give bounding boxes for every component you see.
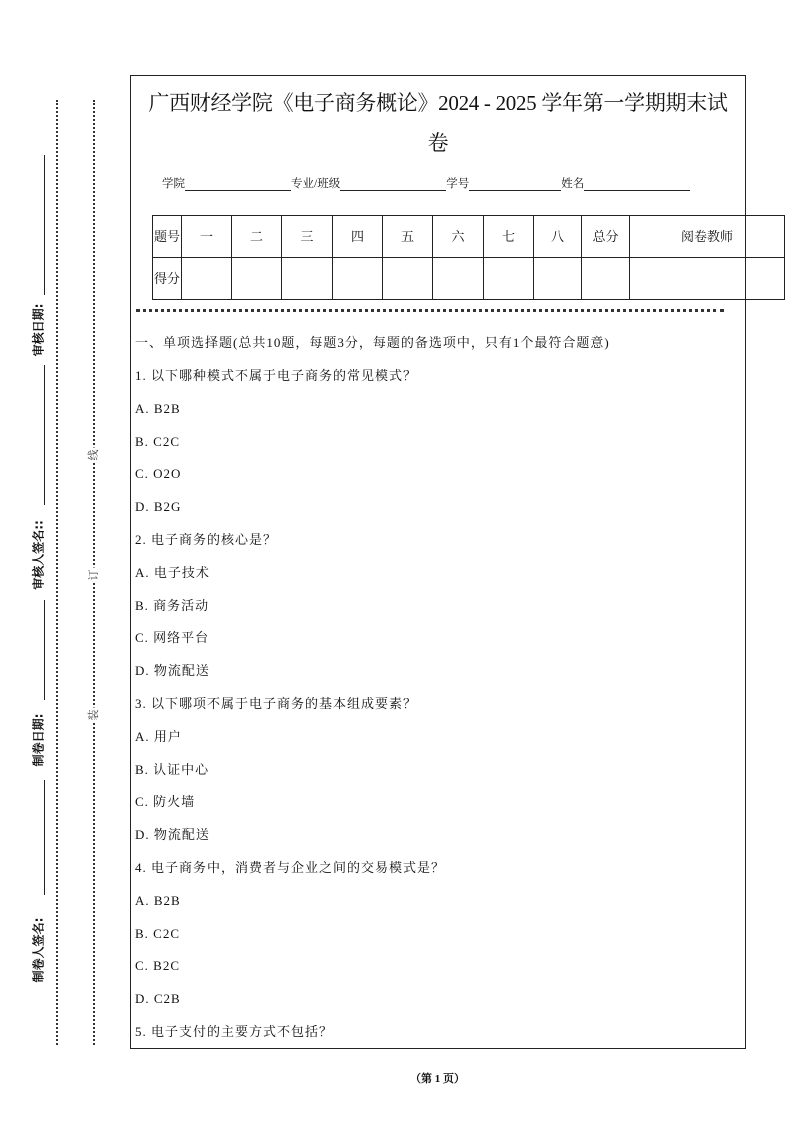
binding-mark-line: 线	[85, 448, 101, 463]
col-header: 三	[282, 216, 333, 258]
score-cell[interactable]	[282, 258, 333, 300]
binding-mark-zhuang: 装	[85, 708, 101, 723]
col-header: 总分	[582, 216, 630, 258]
col-header: 阅卷教师	[630, 216, 785, 258]
col-header: 八	[534, 216, 582, 258]
field-label: 学院	[162, 178, 185, 190]
answer-option: C. B2C	[135, 958, 181, 974]
maker-sign-line	[44, 780, 45, 895]
answer-option: C. O2O	[135, 466, 182, 482]
score-table	[152, 215, 785, 300]
reviewer-sign-label: 审核人签名::	[31, 520, 46, 590]
field-label: 姓名	[561, 178, 585, 190]
answer-option: A. B2B	[135, 400, 181, 416]
exam-title: 广西财经学院《电子商务概论》2024 - 2025 学年第一学期期末试	[148, 91, 728, 115]
separator-dotted	[136, 309, 724, 312]
student-info	[162, 175, 690, 191]
page-number: （第 1 页）	[410, 1073, 465, 1085]
answer-option: D. 物流配送	[135, 663, 210, 679]
row-label: 题号	[153, 216, 182, 258]
col-header: 二	[232, 216, 282, 258]
answer-option: A. 电子技术	[135, 564, 210, 580]
score-cell[interactable]	[433, 258, 484, 300]
question-text: 3. 以下哪项不属于电子商务的基本组成要素？	[135, 696, 418, 711]
college-field[interactable]	[185, 178, 291, 191]
score-cell[interactable]	[333, 258, 383, 300]
field-label: 学号	[446, 178, 470, 190]
question-text: 5. 电子支付的主要方式不包括？	[135, 1024, 334, 1039]
answer-option: D. B2G	[135, 499, 182, 515]
score-cell[interactable]	[484, 258, 534, 300]
answer-option: B. C2C	[135, 925, 181, 941]
exam-title-cont: 卷	[427, 131, 449, 155]
score-cell[interactable]	[582, 258, 630, 300]
answer-option: C. 防火墙	[135, 794, 196, 810]
score-cell[interactable]	[182, 258, 232, 300]
score-cell[interactable]	[383, 258, 433, 300]
row-label: 得分	[153, 258, 182, 300]
score-cell[interactable]	[232, 258, 282, 300]
col-header: 四	[333, 216, 383, 258]
answer-option: B. 商务活动	[135, 597, 210, 613]
review-date-line	[44, 155, 45, 295]
col-header: 六	[433, 216, 484, 258]
question-text: 2. 电子商务的核心是？	[135, 532, 278, 547]
answer-option: C. 网络平台	[135, 630, 210, 646]
score-cell[interactable]	[630, 258, 785, 300]
answer-option: D. 物流配送	[135, 827, 210, 843]
question-text: 4. 电子商务中，消费者与企业之间的交易模式是？	[135, 860, 446, 875]
make-date-label: 制卷日期:	[31, 713, 46, 767]
answer-option: B. 认证中心	[135, 761, 210, 777]
make-date-line	[44, 600, 45, 700]
binding-dotted-line	[56, 100, 58, 1045]
answer-option: D. C2B	[135, 991, 181, 1007]
binding-mark-ding: 订	[85, 568, 101, 583]
major-class-field[interactable]	[340, 178, 446, 191]
field-label: 专业/班级	[291, 178, 341, 190]
col-header: 一	[182, 216, 232, 258]
answer-option: A. 用户	[135, 728, 182, 744]
score-cell[interactable]	[534, 258, 582, 300]
student-id-field[interactable]	[469, 178, 561, 191]
col-header: 五	[383, 216, 433, 258]
reviewer-sign-line	[44, 365, 45, 505]
answer-option: B. C2C	[135, 433, 181, 449]
maker-sign-label: 制卷人签名:	[31, 917, 46, 983]
question-text: 1. 以下哪种模式不属于电子商务的常见模式？	[135, 368, 418, 383]
answer-option: A. B2B	[135, 892, 181, 908]
review-date-label: 审核日期:	[31, 303, 46, 357]
section-heading: 一、单项选择题(总共10题，每题3分，每题的备选项中，只有1个最符合题意)	[135, 335, 610, 350]
col-header: 七	[484, 216, 534, 258]
name-field[interactable]	[584, 178, 690, 191]
